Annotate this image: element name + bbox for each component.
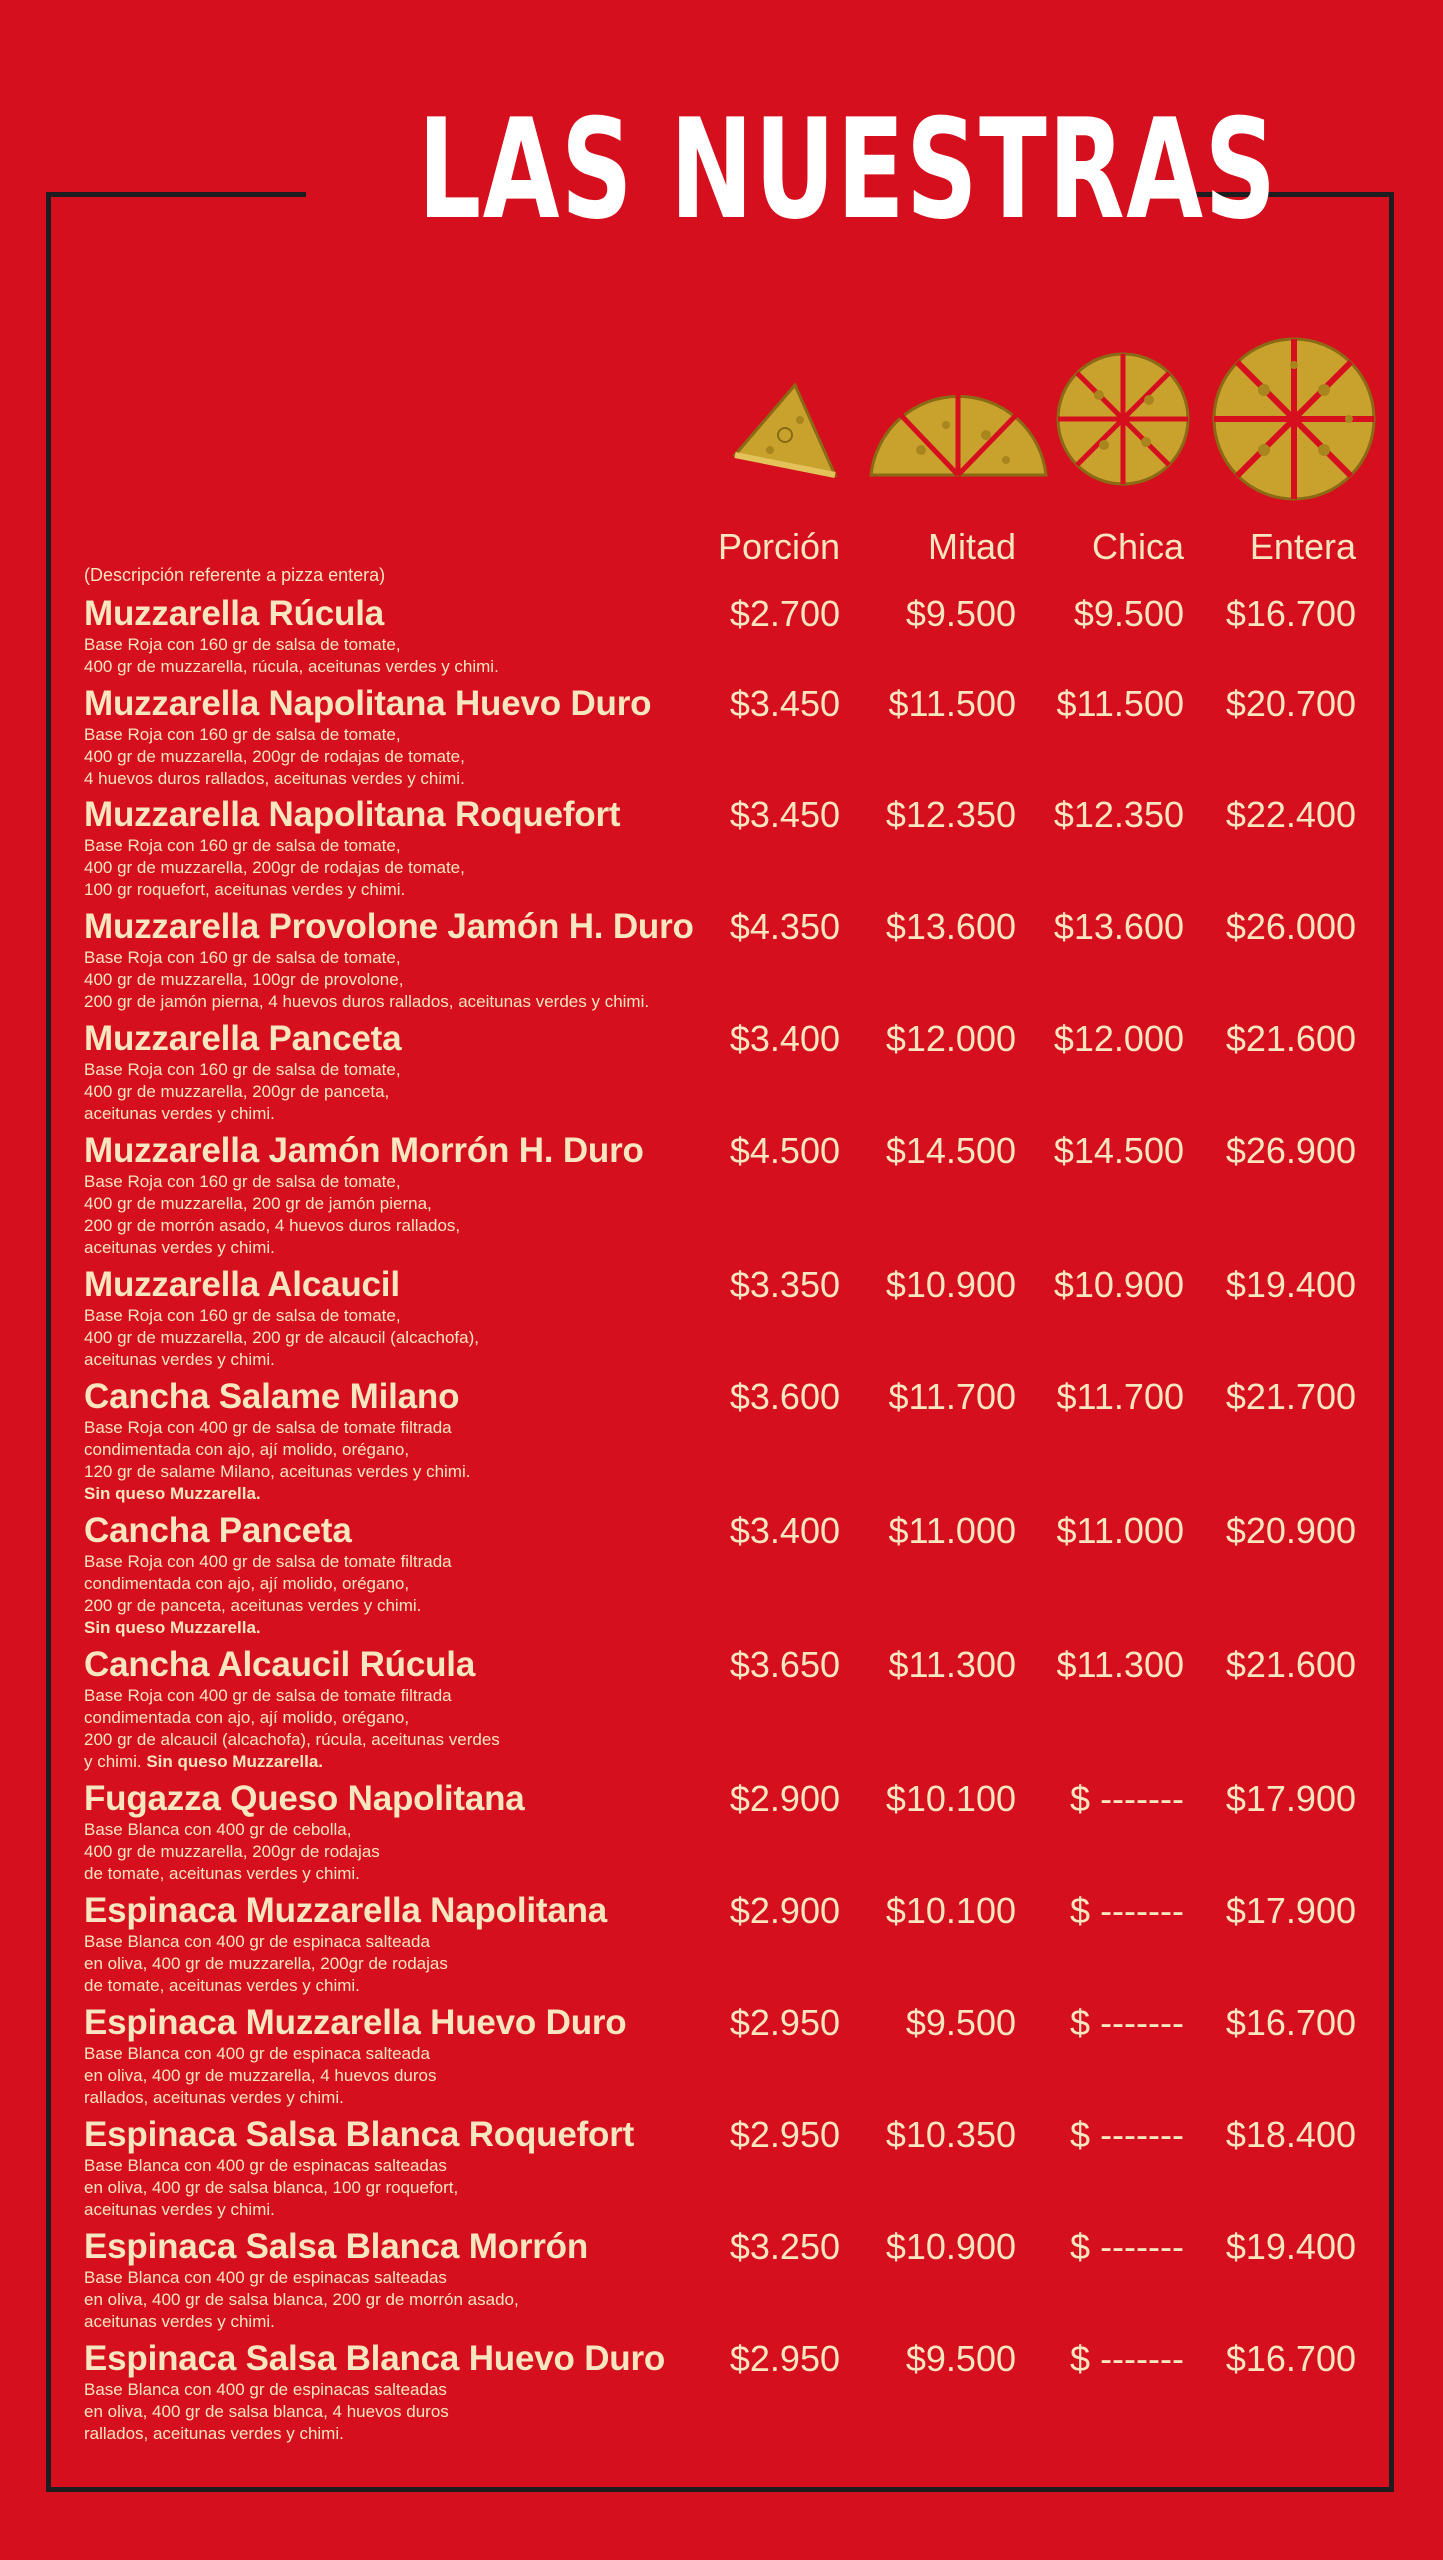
item-description <box>84 2043 704 2109</box>
item-name: Muzzarella Panceta <box>84 1019 402 1058</box>
price-entera: $19.400 <box>1225 2226 1356 2267</box>
item-description <box>84 1059 704 1125</box>
price-chica: $11.500 <box>1056 683 1184 724</box>
item-bold-note: Sin queso Muzzarella. <box>84 1484 261 1503</box>
item-description <box>84 1551 704 1639</box>
price-mitad: $11.300 <box>888 1644 1016 1685</box>
price-porcion: $3.350 <box>729 1264 840 1305</box>
menu-item <box>84 1511 1374 1639</box>
item-name: Espinaca Salsa Blanca Huevo Duro <box>84 2339 666 2378</box>
price-chica: $11.300 <box>1056 1644 1184 1685</box>
menu-item <box>84 2227 1374 2333</box>
price-porcion: $3.400 <box>729 1018 840 1059</box>
price-entera: $19.400 <box>1225 1264 1356 1305</box>
item-description <box>84 1417 704 1505</box>
price-chica: $ ------- <box>1070 2114 1184 2155</box>
price-chica: $ ------- <box>1070 2002 1184 2043</box>
column-header-chica: Chica <box>1091 526 1184 567</box>
price-mitad: $14.500 <box>885 1130 1016 1171</box>
price-mitad: $10.100 <box>885 1890 1016 1931</box>
price-porcion: $3.650 <box>729 1644 840 1685</box>
price-porcion: $3.450 <box>729 794 840 835</box>
price-mitad: $9.500 <box>905 2338 1016 2379</box>
item-description-text: Base Blanca con 400 gr de espinacas salteadas en oliva, 400 gr de salsa blanca, 4 huevos duros rallados, aceitunas verdes y chimi. <box>84 2380 449 2443</box>
price-entera: $20.900 <box>1225 1510 1356 1551</box>
item-description-text: Base Blanca con 400 gr de cebolla, 400 gr de muzzarella, 200gr de rodajas de tomate, aceitunas verdes y chimi. <box>84 1820 380 1883</box>
item-description-text: Base Roja con 400 gr de salsa de tomate filtrada condimentada con ajo, ají molido, orégano, 200 gr de alcaucil (alcachofa), rúcula, aceitunas verdes y chimi. <box>84 1686 500 1771</box>
price-entera: $16.700 <box>1225 593 1356 634</box>
price-porcion: $3.600 <box>729 1376 840 1417</box>
menu-item <box>84 684 1374 790</box>
item-description-text: Base Blanca con 400 gr de espinaca salteada en oliva, 400 gr de muzzarella, 4 huevos duros rallados, aceitunas verdes y chimi. <box>84 2044 437 2107</box>
price-chica: $ ------- <box>1070 1778 1184 1819</box>
item-name: Muzzarella Napolitana Roquefort <box>84 795 621 834</box>
menu-item <box>84 1891 1374 1997</box>
item-description-text: Base Blanca con 400 gr de espinacas salteadas en oliva, 400 gr de salsa blanca, 100 gr roquefort, aceitunas verdes y chimi. <box>84 2156 459 2219</box>
price-chica: $10.900 <box>1053 1264 1184 1305</box>
menu-item <box>84 2003 1374 2109</box>
price-porcion: $2.950 <box>729 2114 840 2155</box>
price-chica: $9.500 <box>1073 593 1184 634</box>
item-description-text: Base Roja con 160 gr de salsa de tomate, 400 gr de muzzarella, 200gr de rodajas de tomate, 100 gr roquefort, aceitunas verdes y chimi. <box>84 836 465 899</box>
column-header-entera: Entera <box>1249 526 1356 567</box>
item-description-text: Base Roja con 160 gr de salsa de tomate, 400 gr de muzzarella, 200gr de rodajas de tomate, 4 huevos duros rallados, aceitunas verdes y chimi. <box>84 725 465 788</box>
item-description <box>84 835 704 901</box>
price-chica: $ ------- <box>1070 1890 1184 1931</box>
price-porcion: $2.900 <box>729 1778 840 1819</box>
menu-item <box>84 594 1374 678</box>
price-entera: $20.700 <box>1225 683 1356 724</box>
item-description <box>84 634 704 678</box>
price-porcion: $2.700 <box>729 593 840 634</box>
price-chica: $11.700 <box>1056 1376 1184 1417</box>
menu-item <box>84 1645 1374 1773</box>
item-description-text: Base Blanca con 400 gr de espinaca salteada en oliva, 400 gr de muzzarella, 200gr de rodajas de tomate, aceitunas verdes y chimi. <box>84 1932 448 1995</box>
item-description-text: Base Roja con 160 gr de salsa de tomate, 400 gr de muzzarella, 200 gr de alcaucil (alcachofa), aceitunas verdes y chimi. <box>84 1306 479 1369</box>
price-mitad: $12.000 <box>885 1018 1016 1059</box>
item-name: Espinaca Muzzarella Napolitana <box>84 1891 608 1930</box>
item-name: Cancha Salame Milano <box>84 1377 460 1416</box>
price-entera: $17.900 <box>1225 1890 1356 1931</box>
price-porcion: $3.400 <box>729 1510 840 1551</box>
price-entera: $21.600 <box>1225 1644 1356 1685</box>
item-description <box>84 1305 704 1371</box>
price-chica: $12.350 <box>1053 794 1184 835</box>
price-chica: $12.000 <box>1053 1018 1184 1059</box>
price-porcion: $2.950 <box>729 2338 840 2379</box>
price-entera: $18.400 <box>1225 2114 1356 2155</box>
page-title: LAS NUESTRAS <box>417 89 1278 250</box>
item-name: Muzzarella Provolone Jamón H. Duro <box>84 907 694 946</box>
price-mitad: $12.350 <box>885 794 1016 835</box>
price-entera: $16.700 <box>1225 2338 1356 2379</box>
price-mitad: $9.500 <box>905 2002 1016 2043</box>
price-mitad: $9.500 <box>905 593 1016 634</box>
item-name: Muzzarella Rúcula <box>84 594 385 633</box>
price-chica: $11.000 <box>1056 1510 1184 1551</box>
menu-item <box>84 1131 1374 1259</box>
item-description <box>84 1685 704 1773</box>
pizza-slice-icon <box>730 380 840 480</box>
item-name: Cancha Panceta <box>84 1511 352 1550</box>
price-entera: $17.900 <box>1225 1778 1356 1819</box>
item-description-text: Base Roja con 400 gr de salsa de tomate filtrada condimentada con ajo, ají molido, orégano, 120 gr de salame Milano, aceitunas verdes y chimi. <box>84 1418 471 1481</box>
item-description <box>84 2267 704 2333</box>
item-name: Espinaca Salsa Blanca Roquefort <box>84 2115 635 2154</box>
menu-item <box>84 1265 1374 1371</box>
item-description-text: Base Roja con 160 gr de salsa de tomate, 400 gr de muzzarella, 200 gr de jamón pierna, 200 gr de morrón asado, 4 huevos duros rallados, aceitunas verdes y chimi. <box>84 1172 461 1257</box>
item-description <box>84 2379 704 2445</box>
price-porcion: $3.450 <box>729 683 840 724</box>
price-chica: $13.600 <box>1053 906 1184 947</box>
price-entera: $26.000 <box>1225 906 1356 947</box>
menu-item <box>84 1779 1374 1885</box>
price-chica: $14.500 <box>1053 1130 1184 1171</box>
item-name: Cancha Alcaucil Rúcula <box>84 1645 476 1684</box>
menu-item <box>84 1377 1374 1505</box>
item-bold-note: Sin queso Muzzarella. <box>146 1752 323 1771</box>
price-entera: $26.900 <box>1225 1130 1356 1171</box>
whole-pizza-icon <box>1204 335 1384 503</box>
price-porcion: $4.500 <box>729 1130 840 1171</box>
item-description <box>84 724 704 790</box>
price-mitad: $10.100 <box>885 1778 1016 1819</box>
small-pizza-icon <box>1054 350 1192 488</box>
item-bold-note: Sin queso Muzzarella. <box>84 1618 261 1637</box>
item-name: Espinaca Salsa Blanca Morrón <box>84 2227 589 2266</box>
price-mitad: $11.500 <box>888 683 1016 724</box>
price-entera: $16.700 <box>1225 2002 1356 2043</box>
menu-item <box>84 795 1374 901</box>
item-description-text: Base Blanca con 400 gr de espinacas salteadas en oliva, 400 gr de salsa blanca, 200 gr de morrón asado, aceitunas verdes y chimi. <box>84 2268 519 2331</box>
column-header-porcion: Porción <box>717 526 840 567</box>
price-mitad: $13.600 <box>885 906 1016 947</box>
price-porcion: $2.950 <box>729 2002 840 2043</box>
price-entera: $21.600 <box>1225 1018 1356 1059</box>
size-icons <box>0 330 1443 490</box>
item-name: Muzzarella Jamón Morrón H. Duro <box>84 1131 644 1170</box>
price-chica: $ ------- <box>1070 2338 1184 2379</box>
item-name: Fugazza Queso Napolitana <box>84 1779 525 1818</box>
menu-item <box>84 2115 1374 2221</box>
price-mitad: $11.000 <box>888 1510 1016 1551</box>
price-mitad: $10.900 <box>885 2226 1016 2267</box>
item-description <box>84 1931 704 1997</box>
item-description-text: Base Roja con 160 gr de salsa de tomate, 400 gr de muzzarella, rúcula, aceitunas verdes y chimi. <box>84 635 499 676</box>
half-pizza-icon <box>866 380 1051 480</box>
menu-item <box>84 1019 1374 1125</box>
menu-item <box>84 2339 1374 2445</box>
item-name: Muzzarella Napolitana Huevo Duro <box>84 684 652 723</box>
item-description <box>84 1171 704 1259</box>
price-porcion: $2.900 <box>729 1890 840 1931</box>
item-description-text: Base Roja con 160 gr de salsa de tomate, 400 gr de muzzarella, 100gr de provolone, 200 gr de jamón pierna, 4 huevos duros rallados, aceitunas verdes y chimi. <box>84 948 650 1011</box>
description-note: (Descripción referente a pizza entera) <box>84 565 386 585</box>
price-porcion: $3.250 <box>729 2226 840 2267</box>
item-description <box>84 1819 704 1885</box>
price-mitad: $11.700 <box>888 1376 1016 1417</box>
item-name: Espinaca Muzzarella Huevo Duro <box>84 2003 627 2042</box>
menu-item <box>84 907 1374 1013</box>
item-description <box>84 947 704 1013</box>
item-description-text: Base Roja con 400 gr de salsa de tomate filtrada condimentada con ajo, ají molido, orégano, 200 gr de panceta, aceitunas verdes y chimi. <box>84 1552 452 1615</box>
price-mitad: $10.900 <box>885 1264 1016 1305</box>
item-description-text: Base Roja con 160 gr de salsa de tomate, 400 gr de muzzarella, 200gr de panceta, aceitunas verdes y chimi. <box>84 1060 401 1123</box>
item-description <box>84 2155 704 2221</box>
price-chica: $ ------- <box>1070 2226 1184 2267</box>
price-mitad: $10.350 <box>885 2114 1016 2155</box>
price-entera: $21.700 <box>1225 1376 1356 1417</box>
price-porcion: $4.350 <box>729 906 840 947</box>
column-header-mitad: Mitad <box>927 526 1016 567</box>
item-name: Muzzarella Alcaucil <box>84 1265 400 1304</box>
price-entera: $22.400 <box>1225 794 1356 835</box>
